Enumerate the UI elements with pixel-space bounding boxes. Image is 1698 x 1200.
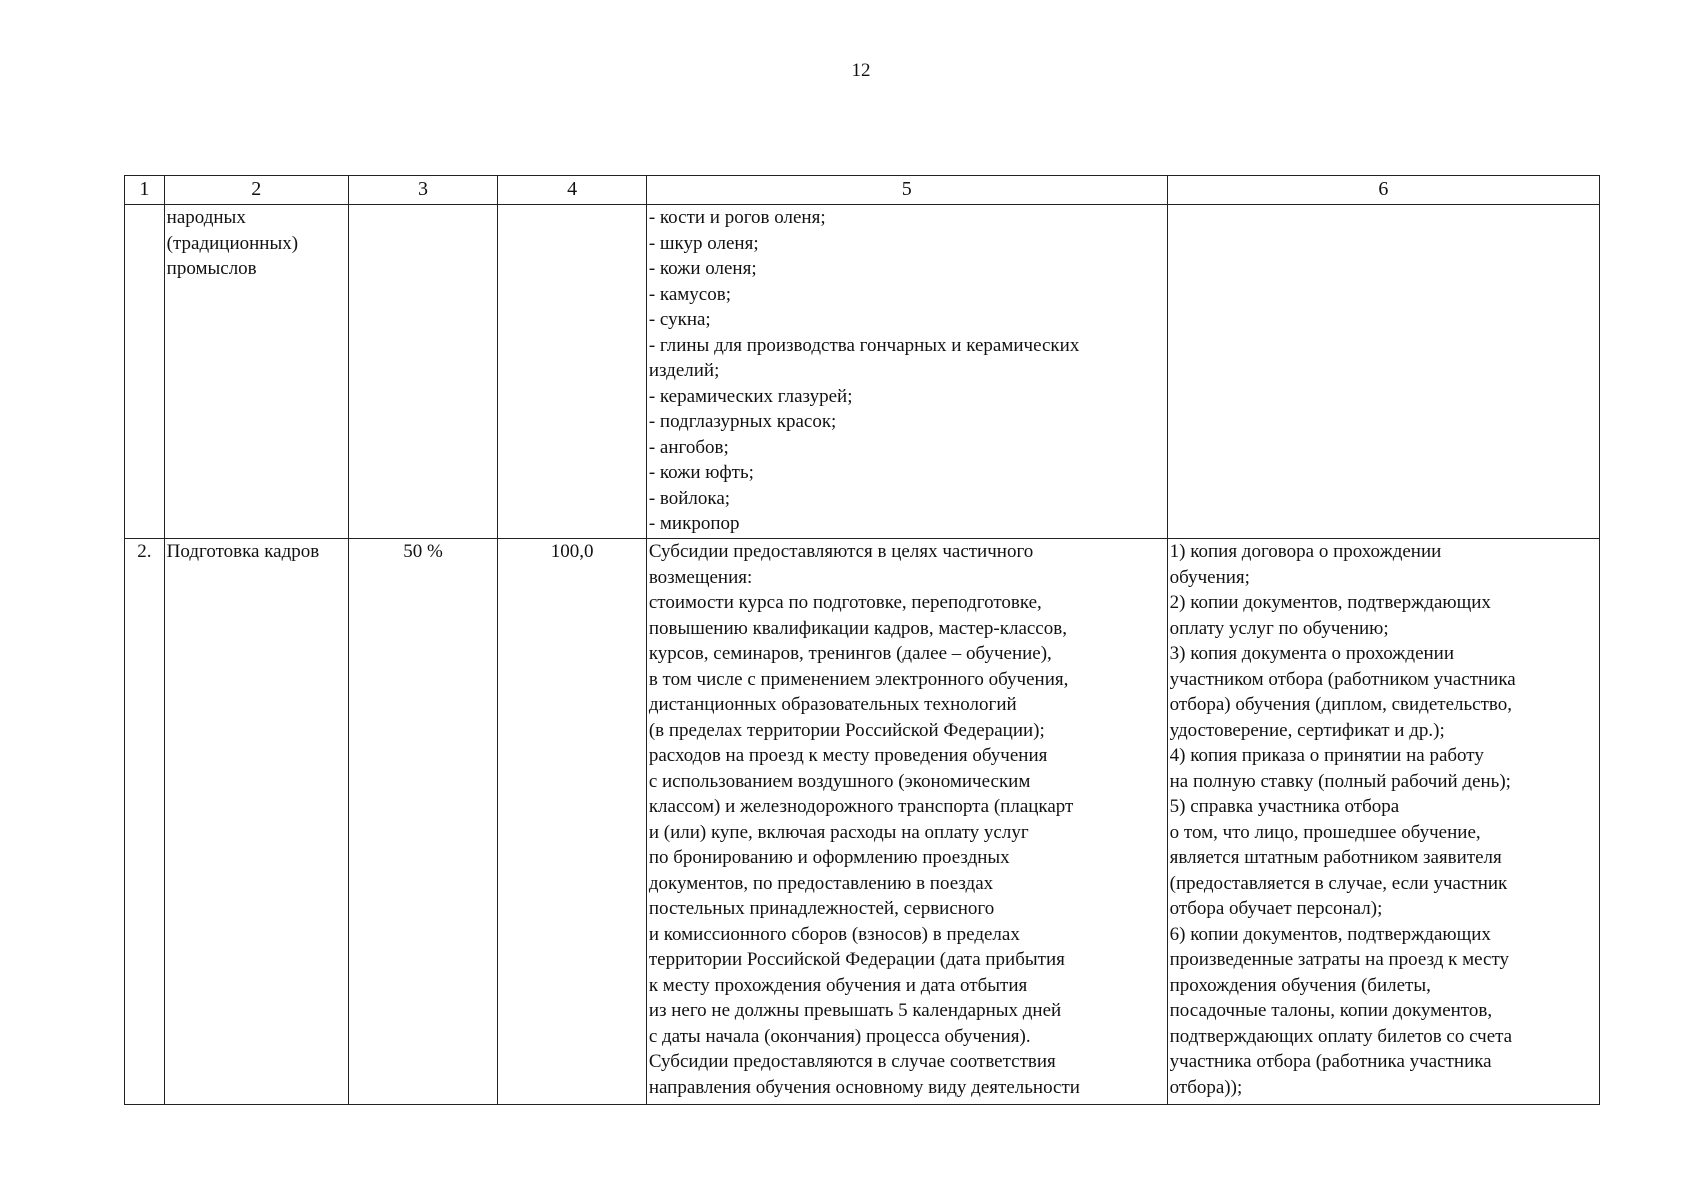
row1-description-line: - кости и рогов оленя; (648, 207, 826, 228)
table-row (125, 539, 1600, 1105)
row1-documents-cell (1167, 205, 1599, 539)
row2-documents-line: отбора обучает персонал); (1169, 898, 1383, 919)
row1-description-line: - сукна; (648, 309, 711, 330)
row2-documents-line: удостоверение, сертификат и др.); (1169, 719, 1445, 741)
row1-name-line: народных (166, 207, 246, 228)
row2-description-line: Субсидии предоставляются в целях частичного (648, 541, 1034, 562)
row2-description-line: классом) и железнодорожного транспорта (плацкарт (648, 796, 1074, 817)
row2-description-line: направления обучения основному виду деятельности (648, 1076, 1080, 1098)
row2-description-line: к месту прохождения обучения и дата отбытия (648, 974, 1028, 996)
row1-description-cell (646, 205, 1167, 539)
row1-description-line: - подглазурных красок; (648, 411, 837, 432)
row2-description-line: дистанционных образовательных технологий (648, 694, 1017, 715)
row2-documents-line: 3) копия документа о прохождении (1169, 643, 1455, 664)
row1-description-line: - шкур оленя; (648, 232, 759, 254)
row2-documents-line: посадочные талоны, копии документов, (1169, 1000, 1493, 1021)
row2-description-line: по бронированию и оформлению проездных (648, 847, 1010, 868)
row1-rate-cell (348, 205, 498, 539)
row2-documents-line: произведенные затраты на проезд к месту (1169, 949, 1510, 970)
row2-description-line: и комиссионного сборов (взносов) в пределах (648, 923, 1020, 945)
row2-description-line: Субсидии предоставляются в случае соответствия (648, 1051, 1056, 1072)
row2-documents-line: на полную ставку (полный рабочий день); (1169, 770, 1511, 792)
row2-name-line: Подготовка кадров (166, 541, 320, 562)
row2-amount-cell: 100,0 (498, 539, 647, 1105)
header-cell-5: 5 (646, 176, 1167, 205)
row2-documents-line: 1) копия договора о прохождении (1169, 541, 1442, 562)
row1-name-cell (164, 205, 348, 539)
row2-description-line: и (или) купе, включая расходы на оплату услуг (648, 821, 1029, 843)
row2-documents-line: подтверждающих оплату билетов со счета (1169, 1025, 1513, 1047)
row2-description-cell (646, 539, 1167, 1105)
row2-description-line: повышению квалификации кадров, мастер-классов, (648, 617, 1067, 639)
row1-name-line: (традиционных) (166, 232, 299, 254)
row1-amount-cell (498, 205, 647, 539)
table-header-row (125, 176, 1600, 205)
row2-description-line: с использованием воздушного (экономическим (648, 770, 1031, 792)
row2-documents-line: прохождения обучения (билеты, (1169, 974, 1431, 996)
row2-documents-line: (предоставляется в случае, если участник (1169, 872, 1508, 894)
row1-description-line: - керамических глазурей; (648, 385, 853, 407)
row2-documents-line: 2) копии документов, подтверждающих (1169, 592, 1491, 613)
header-cell-6: 6 (1167, 176, 1599, 205)
row2-documents-line: отбора) обучения (диплом, свидетельство, (1169, 694, 1512, 715)
row2-description-line: (в пределах территории Российской Федерации); (648, 719, 1045, 741)
row2-documents-line: участника отбора (работника участника (1169, 1051, 1492, 1072)
row1-description-line: - кожи юфть; (648, 462, 754, 483)
row2-documents-cell (1167, 539, 1599, 1105)
row2-description-line: территории Российской Федерации (дата прибытия (648, 949, 1065, 970)
row2-documents-line: оплату услуг по обучению; (1169, 617, 1389, 639)
row2-description-line: постельных принадлежностей, сервисного (648, 898, 995, 919)
row2-number-cell: 2. (125, 539, 165, 1105)
row2-documents-line: обучения; (1169, 566, 1250, 588)
header-cell-3: 3 (348, 176, 498, 205)
row2-documents-line: 6) копии документов, подтверждающих (1169, 923, 1491, 945)
row2-documents-line: отбора)); (1169, 1076, 1243, 1098)
row2-rate-cell: 50 % (348, 539, 498, 1105)
row1-description-line: - войлока; (648, 487, 731, 509)
row2-description-line: из него не должны превышать 5 календарных дней (648, 1000, 1062, 1021)
row2-documents-line: является штатным работником заявителя (1169, 847, 1502, 868)
row2-documents-line: 5) справка участника отбора (1169, 796, 1400, 817)
row1-description-line: - кожи оленя; (648, 258, 757, 279)
row1-description-line: изделий; (648, 360, 720, 381)
row2-description-line: в том числе с применением электронного обучения, (648, 668, 1069, 690)
row1-name-line: промыслов (166, 258, 257, 279)
row2-description-line: с даты начала (окончания) процесса обучения). (648, 1025, 1031, 1047)
row1-description-line: - глины для производства гончарных и керамических (648, 334, 1080, 356)
page-number: 12 (851, 60, 871, 81)
row2-documents-line: 4) копия приказа о принятии на работу (1169, 745, 1484, 766)
row2-description-line: стоимости курса по подготовке, переподготовке, (648, 592, 1042, 613)
row2-description-line: расходов на проезд к месту проведения обучения (648, 745, 1048, 766)
row1-description-line: - камусов; (648, 283, 731, 305)
header-cell-2: 2 (164, 176, 348, 205)
row1-number-cell (125, 205, 165, 539)
row2-name-cell (164, 539, 348, 1105)
row1-description-line: - ангобов; (648, 436, 729, 458)
row2-documents-line: участником отбора (работником участника (1169, 668, 1516, 690)
document-table (124, 175, 1600, 1105)
row2-documents-line: о том, что лицо, прошедшее обучение, (1169, 821, 1481, 843)
row2-description-line: документов, по предоставлению в поездах (648, 872, 994, 894)
header-cell-1: 1 (125, 176, 165, 205)
row2-description-line: возмещения: (648, 566, 753, 588)
row2-description-line: курсов, семинаров, тренингов (далее – обучение), (648, 643, 1052, 664)
table-row (125, 205, 1600, 539)
row1-description-line: - микропор (648, 513, 740, 534)
header-cell-4: 4 (498, 176, 647, 205)
